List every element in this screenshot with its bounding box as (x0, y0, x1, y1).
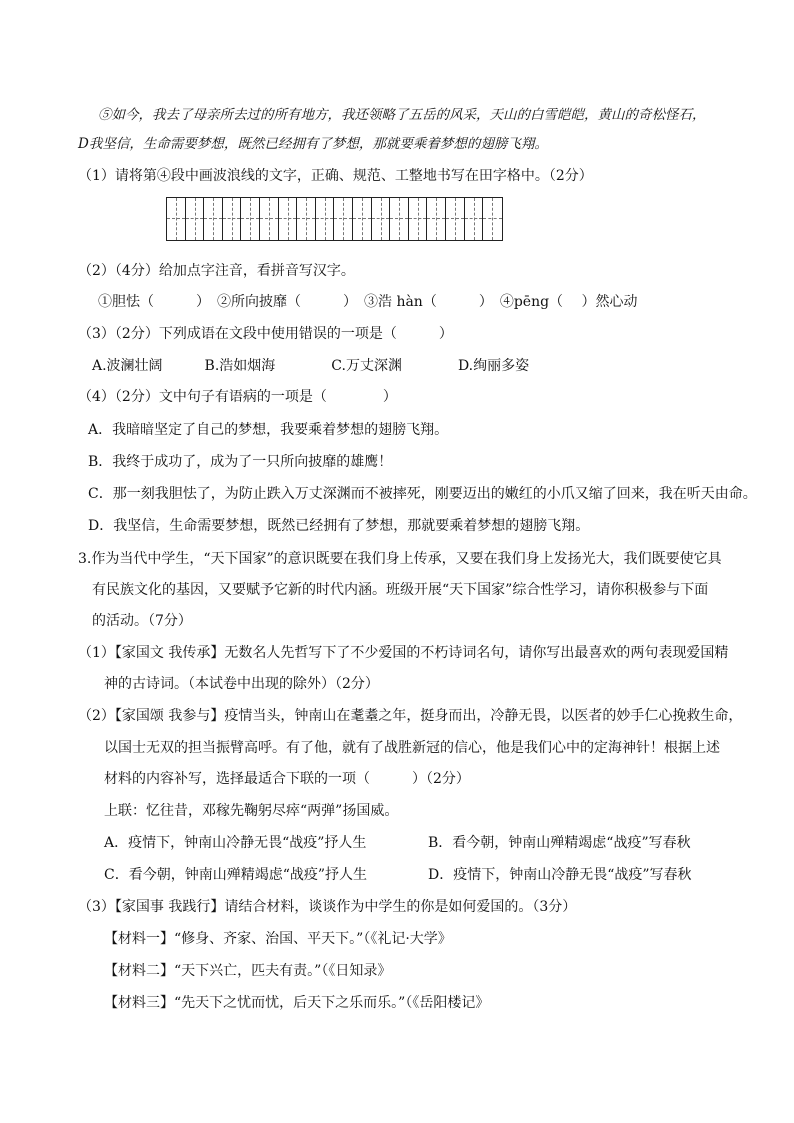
grid-cell[interactable] (390, 198, 409, 240)
question-4-option-d: D．我坚信，生命需要梦想，既然已经拥有了梦想，那就要乘着梦想的翅膀飞翔。 (88, 518, 590, 534)
couplet-option-c: C．看今朝，钟南山殚精竭虑“战疫”抒人生 (104, 867, 368, 883)
question-4: （4）（2分）文中句子有语病的一项是（ ） (78, 389, 397, 405)
question-4-option-c: C．那一刻我胆怯了，为防止跌入万丈深渊而不被摔死，刚要迈出的嫩红的小爪又缩了回来，我在听天由命。 (88, 486, 757, 502)
couplet-option-b: B．看今朝，钟南山殚精竭虑“战疫”写春秋 (428, 835, 691, 851)
grid-cell[interactable] (260, 198, 279, 240)
grid-cell[interactable] (483, 198, 502, 240)
grid-cell[interactable] (241, 198, 260, 240)
subquestion-2-line-1: （2）【家国颂 我参与】疫情当头，钟南山在耄耋之年，挺身而出，冷静无畏，以医者的妙手仁心挽救生命， (78, 708, 743, 724)
question-4-option-a: A．我暗暗坚定了自己的梦想，我要乘着梦想的翅膀飞翔。 (88, 422, 449, 438)
grid-cell[interactable] (186, 198, 205, 240)
grid-cell[interactable] (465, 198, 484, 240)
grid-cell[interactable] (372, 198, 391, 240)
grid-cell[interactable] (167, 198, 186, 240)
couplet-option-d: D．疫情下，钟南山冷静无畏“战疫”写春秋 (428, 867, 692, 883)
paragraph-5-line-2: D我坚信，生命需要梦想，既然已经拥有了梦想，那就要乘着梦想的翅膀飞翔。 (78, 136, 548, 152)
grid-cell[interactable] (446, 198, 465, 240)
couplet-option-a: A．疫情下，钟南山冷静无畏“战疫”抒人生 (104, 835, 367, 851)
couplet-first-line: 上联：忆往昔，邓稼先鞠躬尽瘁“两弹”扬国威。 (104, 803, 399, 819)
question-2-items: ①胆怯（ ） ②所向披靡（ ） ③浩 hàn（ ） ④pēng（ ）然心动 (98, 294, 638, 310)
tianzige-grid[interactable] (166, 197, 503, 241)
grid-cell[interactable] (204, 198, 223, 240)
material-1: 【材料一】“修身、齐家、治国、平天下。”（《礼记·大学》 (104, 931, 452, 947)
subquestion-1-line-2: 神的古诗词。（本试卷中出现的除外）（2分） (104, 676, 379, 692)
material-2: 【材料二】“天下兴亡，匹夫有责。”（《日知录》 (104, 963, 392, 979)
grid-cell[interactable] (353, 198, 372, 240)
question-2: （2）（4分）给加点字注音，看拼音写汉字。 (78, 263, 355, 279)
paragraph-5-line-1: ⑤如今，我去了母亲所去过的所有地方，我还领略了五岳的风采，天山的白雪皑皑，黄山的奇松怪石， (98, 107, 706, 123)
question-3-options: A.波澜壮阔 B.浩如烟海 C.万丈深渊 D.绚丽多姿 (92, 358, 530, 374)
question-3: （3）（2分）下列成语在文段中使用错误的一项是（ ） (78, 326, 453, 342)
question-4-option-b: B．我终于成功了，成为了一只所向披靡的雄鹰！ (88, 454, 393, 470)
grid-cell[interactable] (316, 198, 335, 240)
grid-cell[interactable] (279, 198, 298, 240)
grid-cell[interactable] (409, 198, 428, 240)
grid-cell[interactable] (334, 198, 353, 240)
subquestion-1-line-1: （1）【家国文 我传承】无数名人先哲写下了不少爱国的不朽诗词名句，请你写出最喜欢的两句表现爱国精 (78, 645, 729, 661)
grid-cell[interactable] (427, 198, 446, 240)
section-3-intro-1: 3.作为当代中学生，“天下国家”的意识既要在我们身上传承，又要在我们身上发扬光大，我们既要使它具 (78, 551, 722, 567)
material-3: 【材料三】“先天下之忧而忧，后天下之乐而乐。”（《岳阳楼记》 (104, 995, 490, 1011)
subquestion-2-line-3: 材料的内容补写，选择最适合下联的一项（ ）（2分） (104, 771, 470, 787)
grid-cell[interactable] (297, 198, 316, 240)
section-3-intro-3: 的活动。（7分） (92, 613, 192, 629)
subquestion-3: （3）【家国事 我践行】请结合材料，谈谈作为中学生的你是如何爱国的。（3分） (78, 899, 577, 915)
subquestion-2-line-2: 以国士无双的担当振臂高呼。有了他，就有了战胜新冠的信心，他是我们心中的定海神针！根据上述 (104, 740, 720, 756)
section-3-intro-2: 有民族文化的基因，又要赋予它新的时代内涵。班级开展“天下国家”综合性学习，请你积极参与下面 (92, 582, 709, 598)
question-1: （1）请将第④段中画波浪线的文字，正确、规范、工整地书写在田字格中。（2分） (78, 168, 593, 184)
grid-cell[interactable] (223, 198, 242, 240)
